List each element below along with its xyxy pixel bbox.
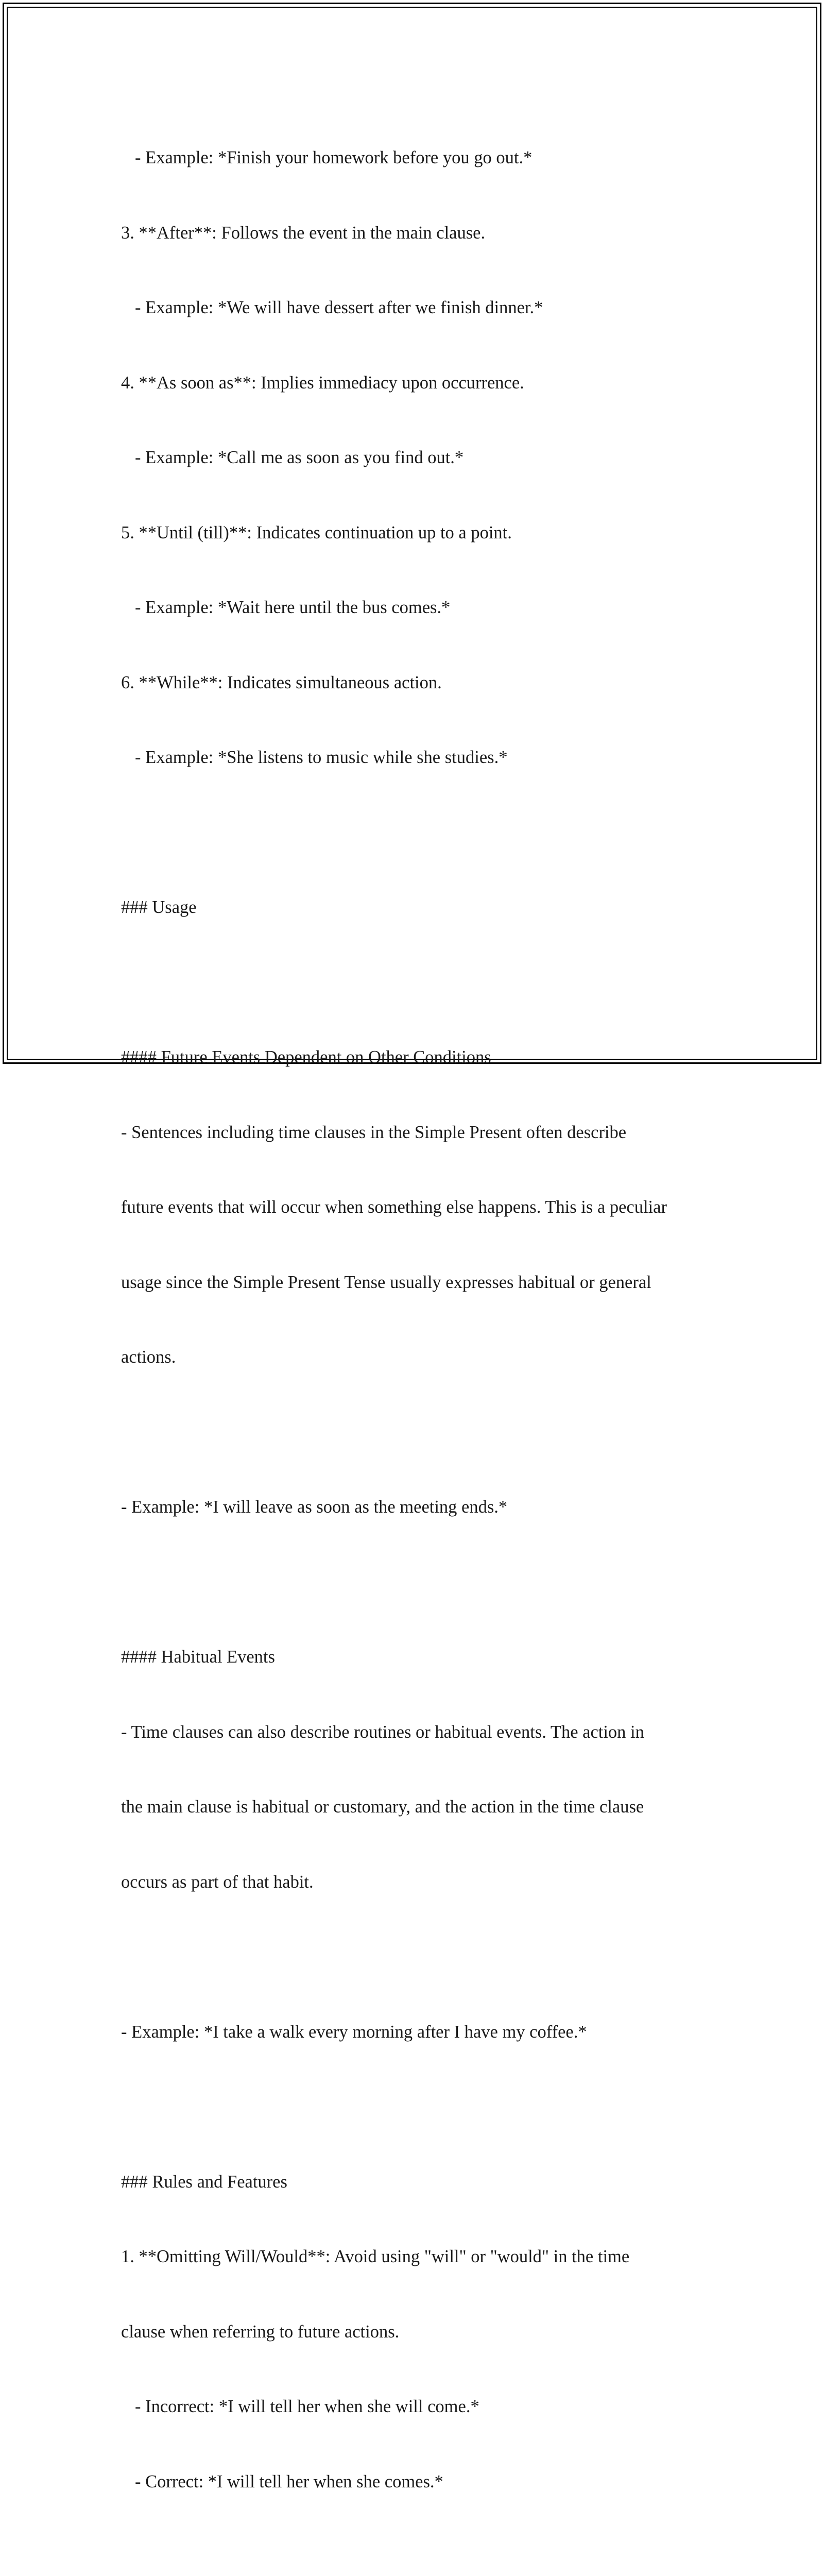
text-line: - Incorrect: *I will tell her when she will come.*: [135, 2397, 479, 2416]
text-line: - Example: *We will have dessert after we finish dinner.*: [135, 298, 543, 317]
blank-line: [121, 1420, 729, 1445]
blank-line: [121, 820, 729, 845]
text-line: 5. **Until (till)**: Indicates continuation up to a point.: [121, 522, 512, 543]
text-line: - Example: *She listens to music while she studies.*: [135, 748, 508, 767]
subsection-heading: #### Habitual Events: [121, 1647, 275, 1667]
text-line: the main clause is habitual or customary, and the action in the time clause: [121, 1797, 644, 1817]
text-line: - Example: *I will leave as soon as the meeting ends.*: [121, 1497, 508, 1517]
text-line: - Example: *Call me as soon as you find out.*: [135, 448, 464, 467]
blank-line: [121, 2544, 729, 2569]
blank-line: [121, 2094, 729, 2120]
subsection-heading: #### Future Events Dependent on Other Conditions: [121, 1047, 491, 1067]
text-line: 6. **While**: Indicates simultaneous action.: [121, 672, 442, 692]
text-line: actions.: [121, 1347, 176, 1367]
text-line: - Example: *I take a walk every morning after I have my coffee.*: [121, 2022, 587, 2042]
text-line: 3. **After**: Follows the event in the main clause.: [121, 223, 486, 243]
blank-line: [121, 970, 729, 995]
text-line: occurs as part of that habit.: [121, 1872, 314, 1892]
text-line: clause when referring to future actions.: [121, 2321, 400, 2342]
text-line: - Correct: *I will tell her when she comes.*: [135, 2471, 443, 2492]
text-line: - Example: *Finish your homework before you go out.*: [135, 148, 533, 167]
document-body: [121, 95, 729, 2576]
blank-line: [121, 1944, 729, 1970]
text-line: 4. **As soon as**: Implies immediacy upon occurrence.: [121, 372, 524, 393]
text-line: 1. **Omitting Will/Would**: Avoid using "will" or "would" in the time: [121, 2247, 630, 2266]
text-line: - Sentences including time clauses in the Simple Present often describe: [121, 1122, 627, 1142]
text-line: - Example: *Wait here until the bus comes.*: [135, 598, 451, 617]
text-line: future events that will occur when something else happens. This is a peculiar: [121, 1197, 667, 1217]
section-heading: ### Rules and Features: [121, 2172, 287, 2192]
section-heading: ### Usage: [121, 897, 197, 917]
blank-line: [121, 1570, 729, 1595]
text-line: - Time clauses can also describe routines or habitual events. The action in: [121, 1722, 644, 1742]
text-line: usage since the Simple Present Tense usually expresses habitual or general: [121, 1272, 651, 1292]
